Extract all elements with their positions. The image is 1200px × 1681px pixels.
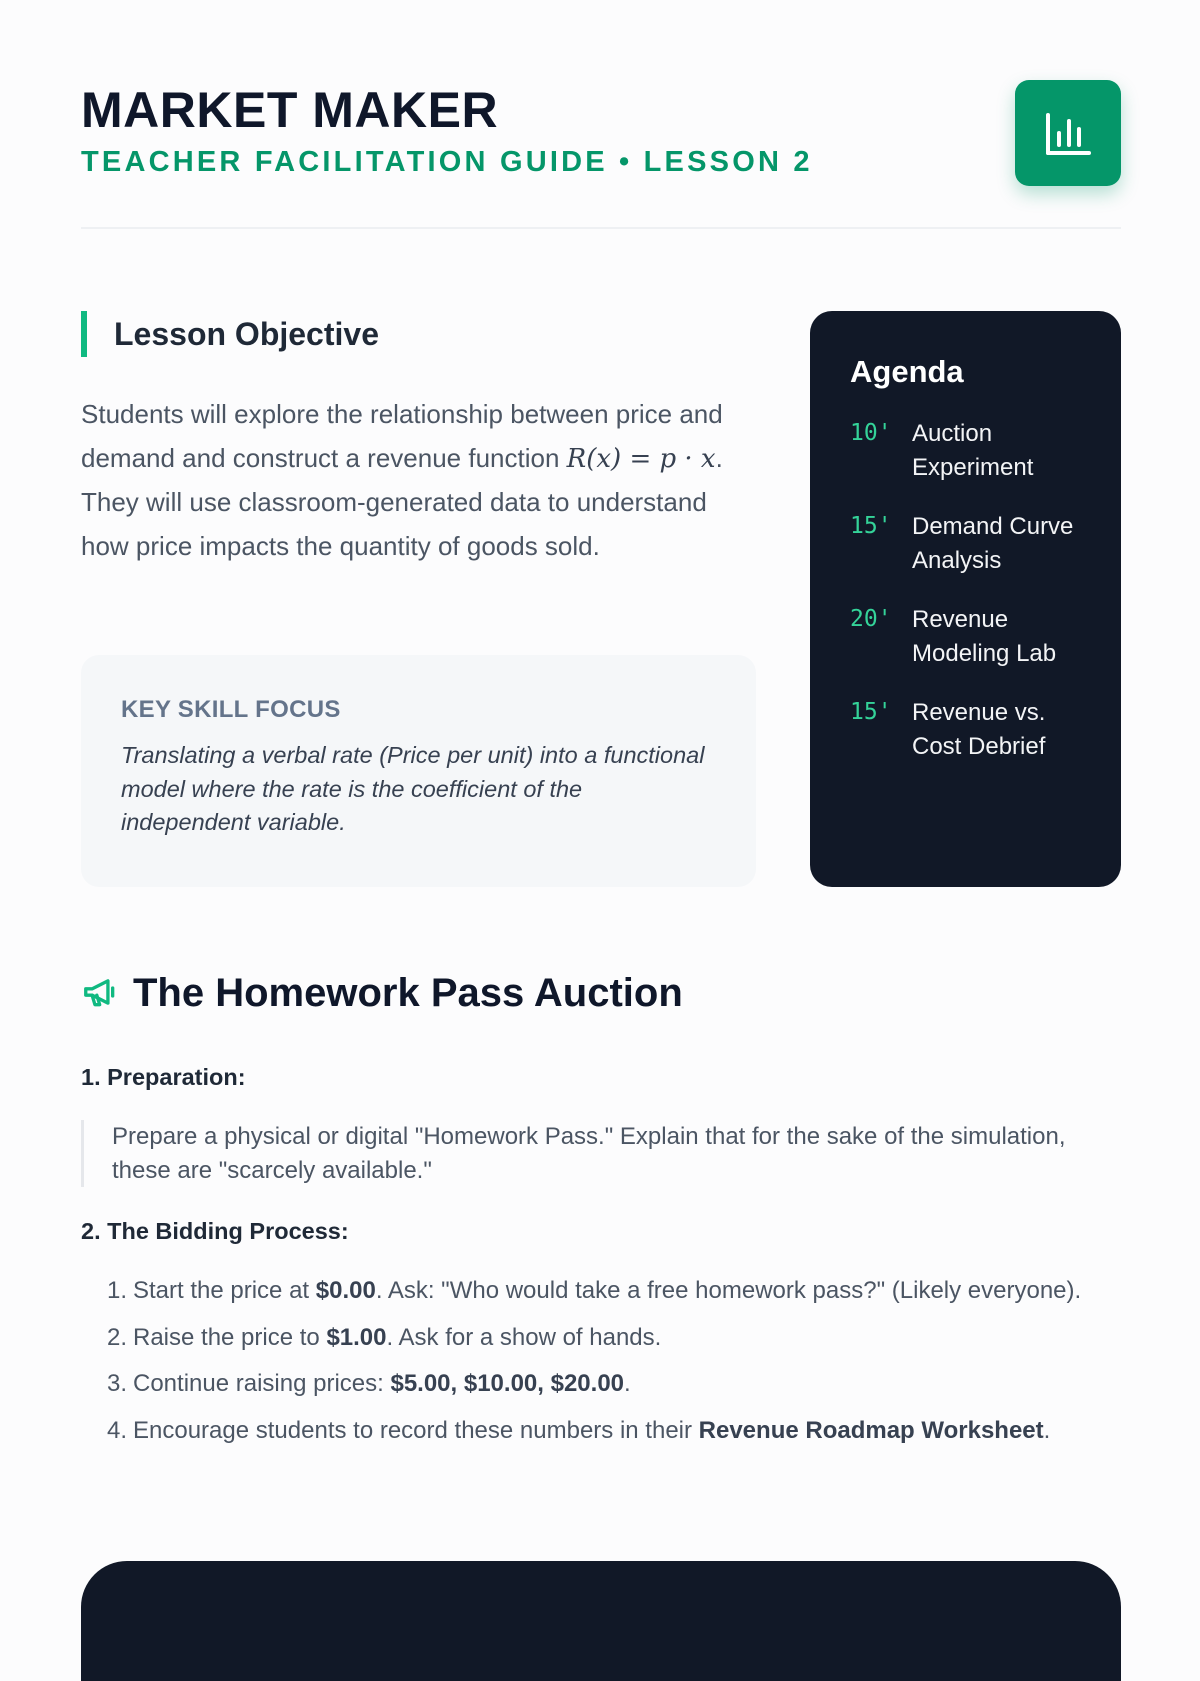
logo-badge xyxy=(1015,80,1121,186)
list-item-text-post: . Ask: "Who would take a free homework pass?" (Likely everyone). xyxy=(375,1277,1082,1304)
list-item-text-bold: $1.00 xyxy=(326,1323,387,1351)
agenda-item-label: Revenue Modeling Lab xyxy=(912,606,1057,667)
list-item-text xyxy=(133,1274,1121,1308)
agenda-item xyxy=(850,696,1091,763)
preparation-text: Prepare a physical or digital "Homework Pass." Explain that for the sake of the simulation, these are "scarcely available." xyxy=(81,1120,1121,1187)
objective-text-part-1: Students will explore the relationship between price and demand and construct a revenue function xyxy=(81,399,723,473)
agenda-item-minutes: 15' xyxy=(850,513,892,539)
page-subtitle: TEACHER FACILITATION GUIDE • LESSON 2 xyxy=(81,146,813,178)
revenue-formula: R(x) = p · x xyxy=(566,443,716,474)
key-skill-card xyxy=(81,655,756,887)
list-item-number: 3. xyxy=(107,1370,128,1397)
page-header xyxy=(81,80,1121,200)
megaphone-icon xyxy=(81,973,119,1011)
agenda-item-label: Demand Curve Analysis xyxy=(912,513,1074,574)
list-item-text-post: . Ask for a show of hands. xyxy=(386,1323,662,1351)
auction-header xyxy=(81,968,1121,1020)
list-item-text xyxy=(133,1367,1121,1401)
list-item xyxy=(81,1274,1121,1308)
list-item-text-bold: Revenue Roadmap Worksheet xyxy=(698,1416,1044,1444)
list-item-text-pre: Encourage students to record these numbers in their xyxy=(133,1416,699,1444)
list-item-text-post: . xyxy=(1043,1416,1051,1444)
objective-text-part-2: . They will use classroom-generated data to understand how price impacts the quantity of goods sold. xyxy=(81,442,723,561)
list-item xyxy=(81,1367,1121,1401)
list-item-number: 2. xyxy=(107,1323,128,1351)
list-item xyxy=(81,1414,1121,1448)
key-skill-label: KEY SKILL FOCUS xyxy=(121,696,341,723)
objective-header xyxy=(81,311,756,357)
agenda-item-label: Revenue vs. Cost Debrief xyxy=(912,699,1046,760)
list-item-number: 1. xyxy=(107,1277,128,1304)
bidding-steps-list xyxy=(81,1274,1121,1460)
page-title: MARKET MAKER xyxy=(81,82,499,138)
list-item-text-bold: $0.00 xyxy=(315,1277,376,1304)
auction-title: The Homework Pass Auction xyxy=(133,971,683,1015)
list-item-text-pre: Continue raising prices: xyxy=(133,1370,391,1397)
agenda-item-minutes: 10' xyxy=(850,420,892,446)
list-item-text-pre: Start the price at xyxy=(133,1277,316,1304)
header-divider xyxy=(81,227,1121,229)
agenda-item xyxy=(850,510,1091,577)
agenda-item-minutes: 20' xyxy=(850,606,892,632)
list-item-text xyxy=(133,1414,1121,1448)
bidding-heading: 2. The Bidding Process: xyxy=(81,1218,349,1244)
agenda-item xyxy=(850,603,1091,670)
list-item-text xyxy=(133,1321,1121,1355)
objective-text xyxy=(81,393,756,568)
preparation-heading: 1. Preparation: xyxy=(81,1064,246,1090)
list-item xyxy=(81,1321,1121,1355)
agenda-item-minutes: 15' xyxy=(850,699,892,725)
agenda-card xyxy=(810,311,1121,887)
lesson-objective-section xyxy=(81,311,756,835)
bottom-dark-panel xyxy=(81,1561,1121,1681)
key-skill-text: Translating a verbal rate (Price per unit) into a functional model where the rate is the coefficient of the independent variable. xyxy=(121,742,705,835)
list-item-number: 4. xyxy=(107,1416,128,1444)
accent-bar xyxy=(81,311,87,357)
objective-heading: Lesson Objective xyxy=(114,316,379,352)
bar-chart-icon xyxy=(1044,109,1092,157)
list-item-text-post: . xyxy=(624,1370,631,1397)
agenda-title: Agenda xyxy=(850,354,964,389)
list-item-text-pre: Raise the price to xyxy=(133,1323,327,1351)
agenda-item-label: Auction Experiment xyxy=(912,420,1034,481)
agenda-item xyxy=(850,417,1091,484)
list-item-text-bold: $5.00, $10.00, $20.00 xyxy=(390,1370,625,1397)
